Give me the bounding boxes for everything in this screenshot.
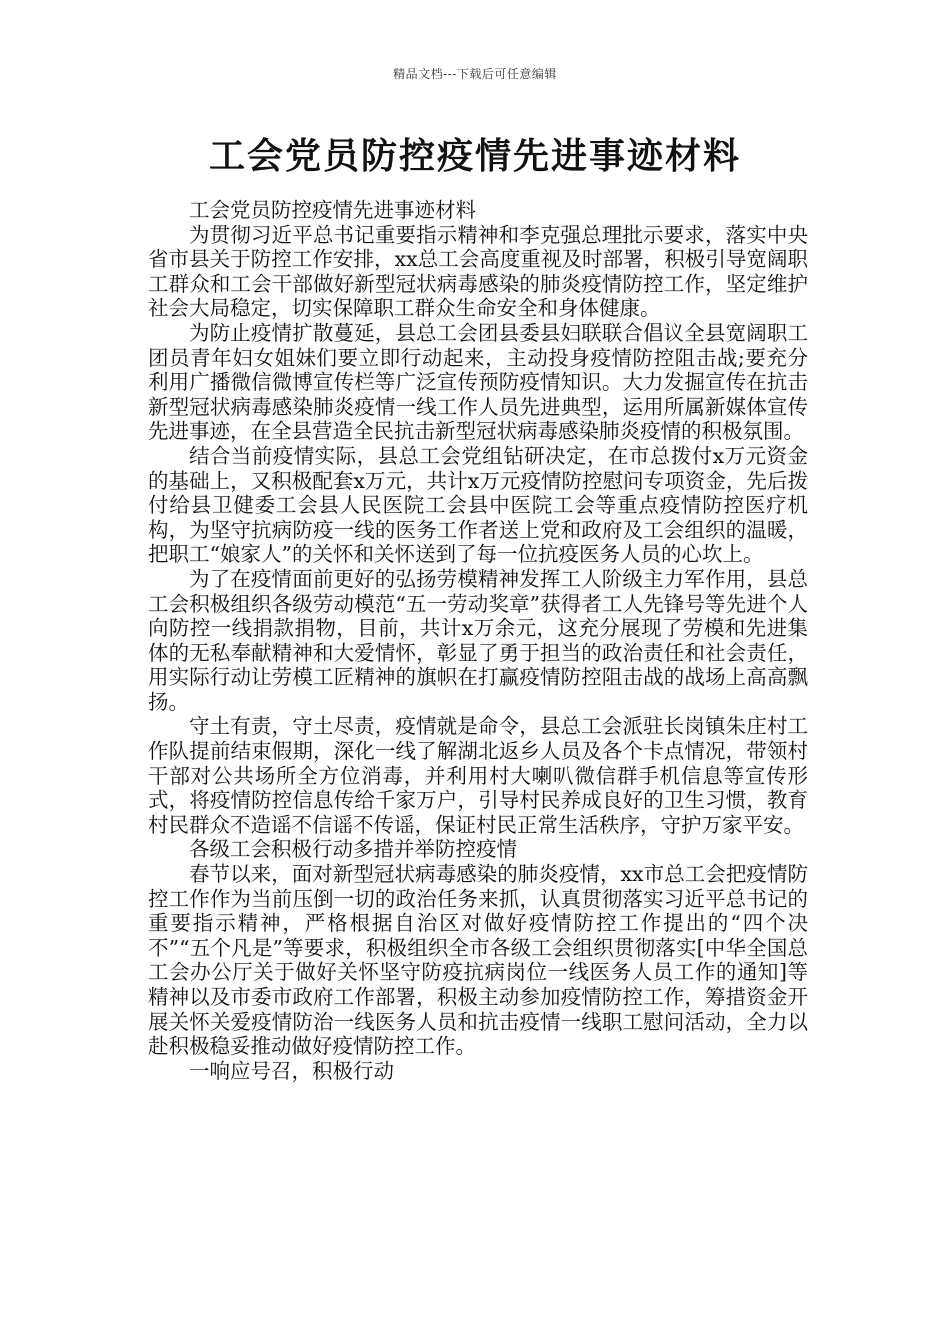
paragraph: 结合当前疫情实际，县总工会党组钻研决定，在市总拨付x万元资金的基础上，又积极配套x万元，共计x万元疫情防控慰问专项资金，先后拨付给县卫健委工会县人民医院工会县中医院工会等重点疫情防控医疗机构，为坚守抗病防疫一线的医务工作者送上党和政府及工会组织的温暖，把职工“娘家人”的关怀和关怀送到了每一位抗疫医务人员的心坎上。 <box>148 443 808 567</box>
document-body <box>148 198 808 1083</box>
paragraph: 守土有责，守土尽责，疫情就是命令，县总工会派驻长岗镇朱庄村工作队提前结束假期，深化一线了解湖北返乡人员及各个卡点情况，带领村干部对公共场所全方位消毒，并利用村大喇叭微信群手机信息等宣传形式，将疫情防控信息传给千家万户，引导村民养成良好的卫生习惯，教育村民群众不造谣不信谣不传谣，保证村民正常生活秩序，守护万家平安。 <box>148 714 808 837</box>
document-header-note: 精品文档---下载后可任意编辑 <box>393 67 557 81</box>
paragraph-subtitle: 工会党员防控疫情先进事迹材料 <box>189 198 476 222</box>
paragraph: 为防止疫情扩散蔓延，县总工会团县委县妇联联合倡议全县宽阔职工团员青年妇女姐妹们要立即行动起来，主动投身疫情防控阻击战;要充分利用广播微信微博宣传栏等广泛宣传预防疫情知识。大力发掘宣传在抗击新型冠状病毒感染肺炎疫情一线工作人员先进典型，运用所属新媒体宣传先进事迹，在全县营造全民抗击新型冠状病毒感染肺炎疫情的积极氛围。 <box>148 320 808 444</box>
paragraph: 为了在疫情面前更好的弘扬劳模精神发挥工人阶级主力军作用，县总工会积极组织各级劳动模范“五一劳动奖章”获得者工人先锋号等先进个人向防控一线捐款捐物，目前，共计x万余元，这充分展现了劳模和先进集体的无私奉献精神和大爱情怀，彰显了勇于担当的政治责任和社会责任，用实际行动让劳模工匠精神的旗帜在打赢疫情防控阻击战的战场上高高飘扬。 <box>148 566 808 714</box>
document-title: 工会党员防控疫情先进事迹材料 <box>208 135 741 177</box>
paragraph: 春节以来，面对新型冠状病毒感染的肺炎疫情，xx市总工会把疫情防控工作作为当前压倒一切的政治任务来抓，认真贯彻落实习近平总书记的重要指示精神，严格根据自治区对做好疫情防控工作提出的“四个决不”“五个凡是”等要求，积极组织全市各级工会组织贯彻落实[中华全国总工会办公厅关于做好关怀坚守防疫抗病岗位一线医务人员工作的通知]等精神以及市委市政府工作部署，积极主动参加疫情防控工作，筹措资金开展关怀关爱疫情防治一线医务人员和抗击疫情一线职工慰问活动，全力以赴积极稳妥推动做好疫情防控工作。 <box>148 862 808 1059</box>
paragraph: 为贯彻习近平总书记重要指示精神和李克强总理批示要求，落实中央省市县关于防控工作安排，xx总工会高度重视及时部署，积极引导宽阔职工群众和工会干部做好新型冠状病毒感染的肺炎疫情防控工作，坚定维护社会大局稳定，切实保障职工群众生命安全和身体健康。 <box>148 222 808 321</box>
section-heading: 各级工会积极行动多措并举防控疫情 <box>189 837 517 862</box>
section-heading: 一响应号召，积极行动 <box>189 1058 394 1083</box>
